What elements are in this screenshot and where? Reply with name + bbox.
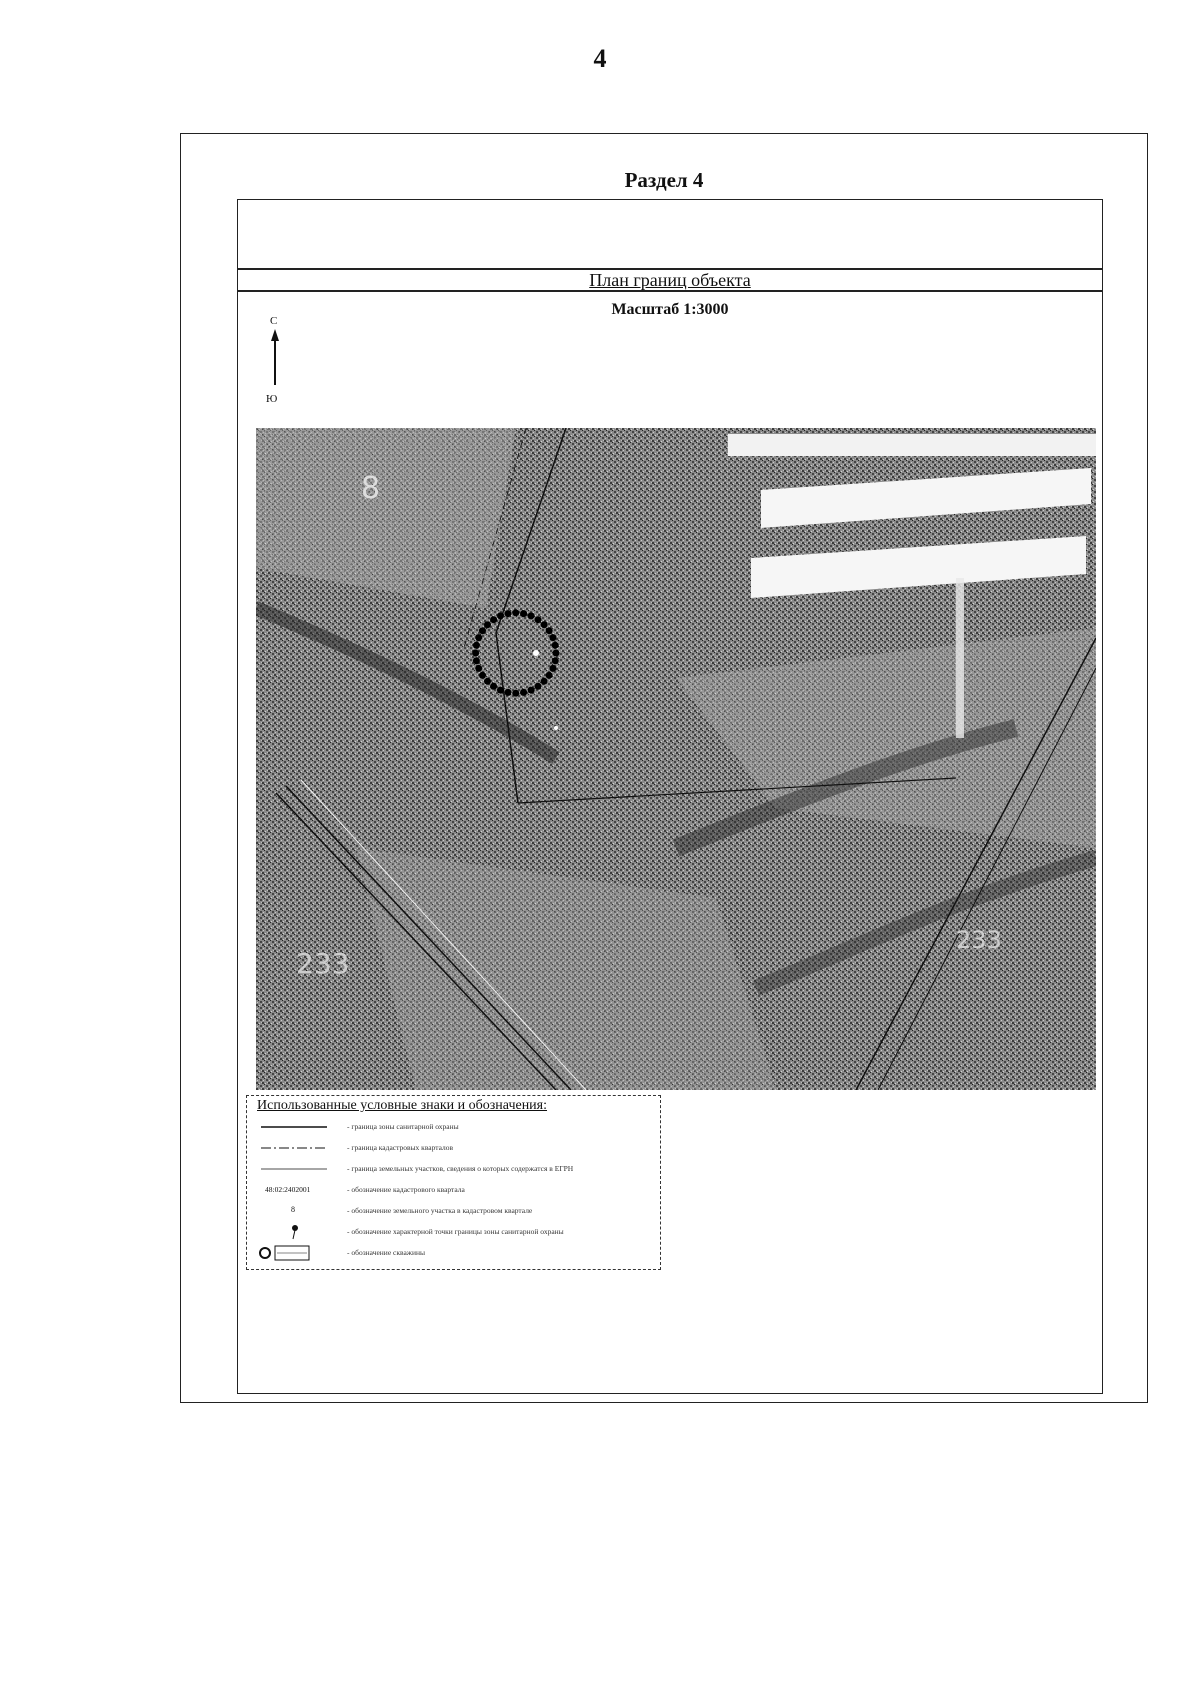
legend-item xyxy=(255,1160,655,1178)
dash-dot-line-icon xyxy=(255,1139,333,1157)
well-marker xyxy=(533,650,539,656)
map-label-quarter-right: 233 xyxy=(956,926,1002,954)
thin-line-icon xyxy=(255,1160,333,1178)
legend-text: - обозначение земельного участка в кадастровом квартале xyxy=(347,1206,533,1215)
solid-line-icon xyxy=(255,1118,333,1136)
legend-item xyxy=(255,1223,655,1241)
quarter-number-symbol: 48:02:2402001 xyxy=(265,1185,311,1194)
legend-item xyxy=(255,1118,655,1136)
blank-header-row xyxy=(238,200,1102,270)
document-frame xyxy=(180,133,1148,1403)
well-icon xyxy=(255,1244,333,1262)
legend-text: - обозначение кадастрового квартала xyxy=(347,1185,465,1194)
legend-title: Использованные условные знаки и обозначения: xyxy=(257,1098,548,1113)
page-number: 4 xyxy=(593,44,607,73)
boundary-point-icon xyxy=(255,1223,333,1241)
plan-frame xyxy=(237,199,1103,1394)
scale-label: Масштаб 1:3000 xyxy=(611,301,729,318)
map-label-parcel: 8 xyxy=(361,471,381,506)
section-title: Раздел 4 xyxy=(624,168,704,192)
map-image xyxy=(256,428,1096,1090)
legend-item xyxy=(255,1139,655,1157)
legend-text: - граница земельных участков, сведения о которых содержатся в ЕГРН xyxy=(347,1164,574,1173)
legend-text: - обозначение скважины xyxy=(347,1248,426,1257)
north-arrow-icon xyxy=(266,315,286,405)
legend-text: - граница кадастровых кварталов xyxy=(347,1143,454,1152)
legend-text: - обозначение характерной точки границы зоны санитарной охраны xyxy=(347,1227,564,1236)
legend xyxy=(246,1095,661,1270)
north-label: С xyxy=(270,315,278,327)
legend-item xyxy=(255,1244,655,1262)
legend-item xyxy=(255,1202,655,1220)
legend-item xyxy=(255,1181,655,1199)
legend-text: - граница зоны санитарной охраны xyxy=(347,1122,459,1131)
parcel-number-symbol: 8 xyxy=(291,1205,295,1214)
map-label-quarter-left: 233 xyxy=(296,947,350,980)
aerial-map xyxy=(256,428,1096,1090)
south-label: Ю xyxy=(266,393,278,405)
arrow-icon xyxy=(270,329,280,387)
plan-title: План границ объекта xyxy=(238,270,1102,292)
